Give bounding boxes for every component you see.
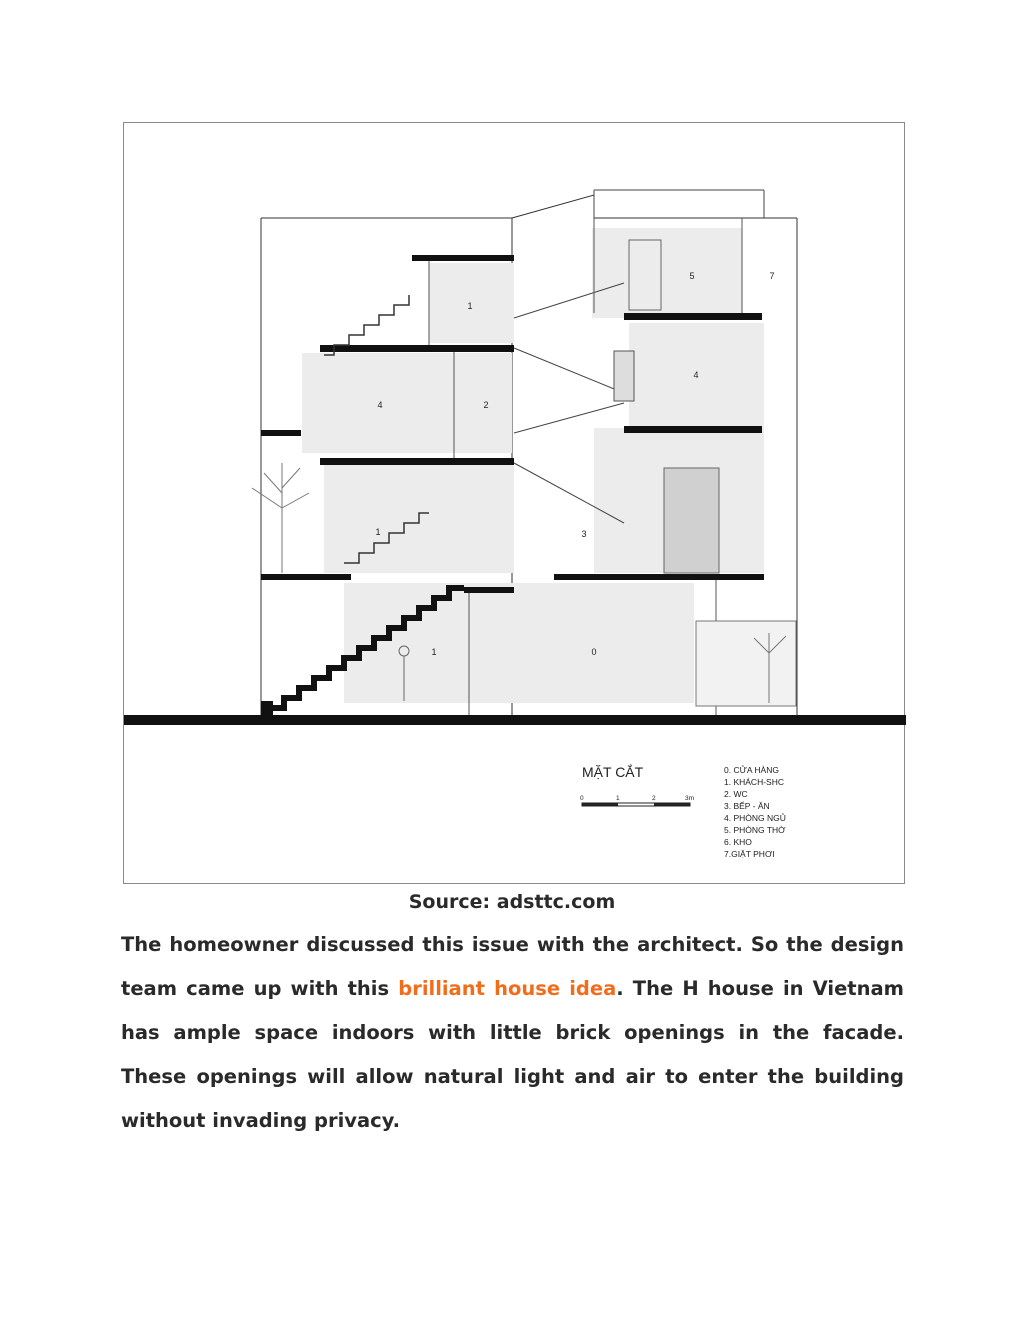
section-drawing: [123, 122, 905, 884]
section-drawing-svg: [124, 123, 906, 885]
room-label: 2: [483, 400, 489, 410]
interior-fill: [302, 228, 764, 703]
scale-label: 1: [616, 795, 620, 802]
shop-front: [696, 621, 796, 706]
legend-item: 2. WC: [724, 789, 748, 799]
legend-item: 3. BẾP - ĂN: [724, 801, 770, 811]
room-label: 1: [431, 647, 437, 657]
scale-label: 2: [652, 795, 656, 802]
legend-item: 5. PHÒNG THỜ: [724, 825, 786, 835]
image-caption: Source: adsttc.com: [408, 891, 616, 913]
legend-item: 0. CỬA HÀNG: [724, 765, 779, 775]
scale-label: 3m: [685, 795, 695, 802]
ground-line: [124, 715, 906, 725]
body-paragraph: [121, 923, 904, 1143]
room-label: 5: [689, 271, 695, 281]
scale-label: 0: [580, 795, 584, 802]
roof-railing: [594, 190, 764, 218]
room-label: 1: [375, 527, 381, 537]
room-label: 0: [591, 647, 597, 657]
scale-bar: [580, 795, 694, 806]
room-label: 4: [377, 400, 383, 410]
brilliant-house-idea-link[interactable]: brilliant house idea: [398, 977, 617, 1000]
legend: [724, 764, 786, 859]
room-label: 7: [769, 271, 775, 281]
legend-item: 7.GIẶT PHƠI: [724, 849, 775, 859]
legend-item: 4. PHÒNG NGỦ: [724, 813, 786, 823]
legend-item: 6. KHO: [724, 837, 752, 847]
paragraph-text-before: The homeowner discussed this issue with the architect. So the design team came up with this: [121, 933, 904, 1000]
room-label: 4: [693, 370, 699, 380]
room-label: 3: [581, 529, 587, 539]
legend-item: 1. KHÁCH-SHC: [724, 777, 784, 787]
room-label: 1: [467, 301, 473, 311]
drawing-title: MẶT CẮT: [582, 764, 644, 780]
feature-wall: [664, 468, 719, 573]
window: [614, 351, 634, 401]
paragraph-text-after: . The H house in Vietnam has ample space indoors with little brick openings in the facade. These openings will allow natural light and air to enter the building without invading privacy.: [121, 977, 904, 1132]
